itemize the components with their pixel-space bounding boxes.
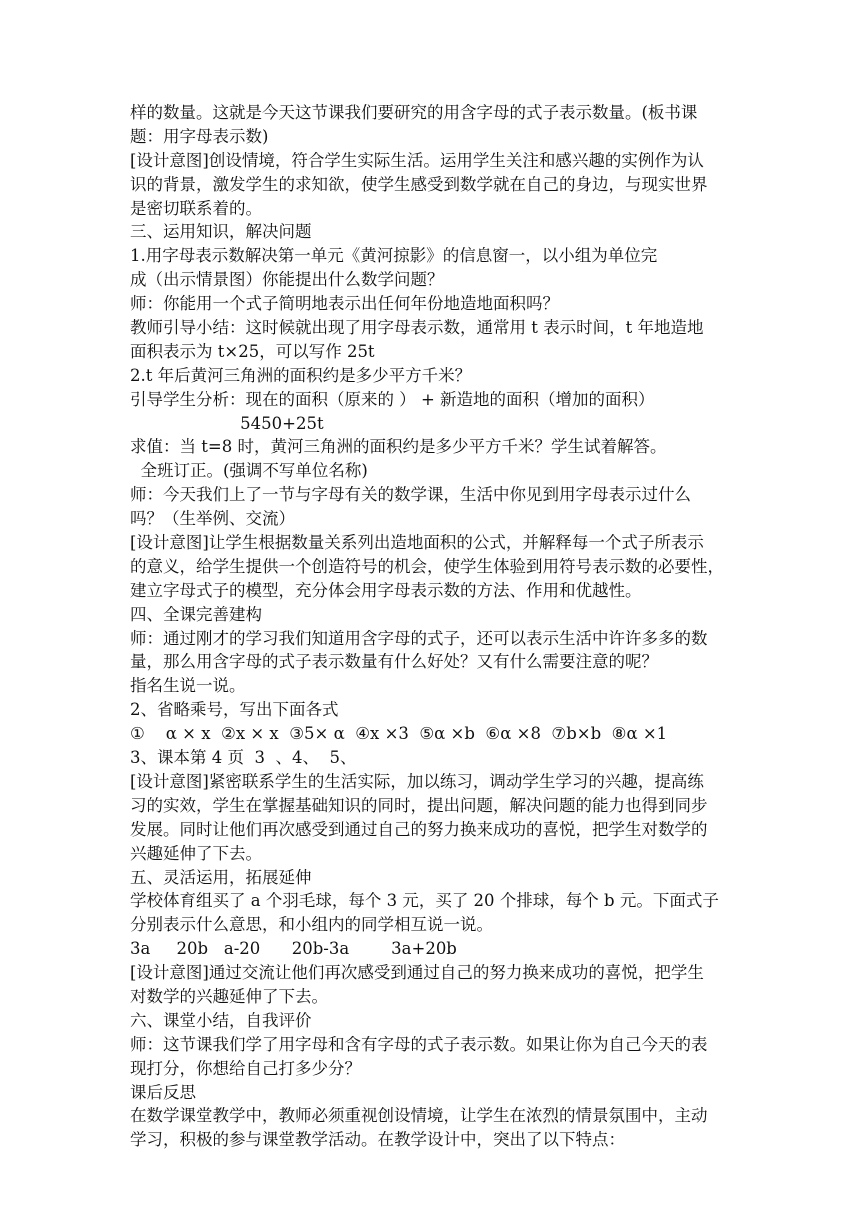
text-line: [设计意图]让学生根据数量关系列出造地面积的公式，并解释每一个式子所表示 <box>130 533 704 553</box>
section-heading: 课后反思 <box>130 1082 196 1102</box>
text-line: 量，那么用含字母的式子表示数量有什么好处？又有什么需要注意的呢？ <box>130 652 658 672</box>
text-line: 2、省略乘号，写出下面各式 <box>130 700 339 720</box>
text-line: 全班订正。(强调不写单位名称) <box>130 461 368 481</box>
text-line: 1.用字母表示数解决第一单元《黄河掠影》的信息窗一，以小组为单位完 <box>130 246 658 266</box>
text-line: 习的实效，学生在掌握基础知识的同时，提出问题，解决问题的能力也得到同步 <box>130 795 708 815</box>
section-heading: 四、全课完善建构 <box>130 604 262 624</box>
exercise-line: ① α × x ②x × x ③5× α ④x ×3 ⑤α ×b ⑥α ×8 ⑦b×b ⑧α ×1 <box>130 724 668 744</box>
text-line: 成（出示情景图）你能提出什么数学问题？ <box>130 270 444 290</box>
text-line: 求值：当 t=8 时，黄河三角洲的面积约是多少平方千米？学生试着解答。 <box>130 437 667 457</box>
text-line: 的意义，给学生提供一个创造符号的机会，使学生体验到用符号表示数的必要性， <box>130 556 724 576</box>
text-line: 教师引导小结：这时候就出现了用字母表示数，通常用 t 表示时间，t 年地造地 <box>130 318 704 338</box>
text-line: [设计意图]通过交流让他们再次感受到通过自己的努力换来成功的喜悦，把学生 <box>130 963 704 983</box>
text-line: 引导学生分析：现在的面积（原来的 ） + 新造地的面积（增加的面积） <box>130 389 655 409</box>
text-line: 是密切联系着的。 <box>130 198 262 218</box>
text-line: 师：这节课我们学了用字母和含有字母的式子表示数。如果让你为自己今天的表 <box>130 1034 708 1054</box>
formula-line: 3a 20b a-20 20b-3a 3a+20b <box>130 939 457 959</box>
text-line: 发展。同时让他们再次感受到通过自己的努力换来成功的喜悦，把学生对数学的 <box>130 819 708 839</box>
text-line: 建立字母式子的模型，充分体会用字母表示数的方法、作用和优越性。 <box>130 580 642 600</box>
text-line: 师：通过刚才的学习我们知道用含字母的式子，还可以表示生活中许许多多的数 <box>130 628 708 648</box>
section-heading: 三、运用知识，解决问题 <box>130 222 312 242</box>
text-line: 兴趣延伸了下去。 <box>130 843 262 863</box>
text-line: 学习，积极的参与课堂教学活动。在教学设计中，突出了以下特点： <box>130 1130 625 1150</box>
text-line: 识的背景，激发学生的求知欲，使学生感受到数学就在自己的身边，与现实世界 <box>130 174 708 194</box>
text-line: 3、课本第 4 页 3 、4、 5、 <box>130 748 357 768</box>
formula-line: 5450+25t <box>130 413 324 433</box>
text-line: 师：你能用一个式子简明地表示出任何年份地造地面积吗？ <box>130 294 559 314</box>
section-heading: 六、课堂小结，自我评价 <box>130 1010 312 1030</box>
text-line: 样的数量。这就是今天这节课我们要研究的用含字母的式子表示数量。(板书课 <box>130 103 698 122</box>
document-body <box>130 101 750 1152</box>
text-line: 现打分，你想给自己打多少分？ <box>130 1058 361 1078</box>
text-line: [设计意图]创设情境，符合学生实际生活。运用学生关注和感兴趣的实例作为认 <box>130 150 704 170</box>
text-line: 对数学的兴趣延伸了下去。 <box>130 986 328 1006</box>
text-line: 吗？（生举例、交流） <box>130 509 295 529</box>
text-line: 分别表示什么意思，和小组内的同学相互说一说。 <box>130 915 493 935</box>
text-line: 学校体育组买了 a 个羽毛球，每个 3 元，买了 20 个排球，每个 b 元。下面式子 <box>130 891 719 911</box>
text-line: 2.t 年后黄河三角洲的面积约是多少平方千米？ <box>130 365 472 385</box>
text-line: 在数学课堂教学中，教师必须重视创设情境，让学生在浓烈的情景氛围中，主动 <box>130 1106 708 1126</box>
section-heading: 五、灵活运用，拓展延伸 <box>130 867 312 887</box>
text-line: [设计意图]紧密联系学生的生活实际，加以练习，调动学生学习的兴趣，提高练 <box>130 771 704 791</box>
text-line: 题：用字母表示数) <box>130 126 269 146</box>
text-line: 指名生说一说。 <box>130 676 246 696</box>
text-line: 面积表示为 t×25，可以写作 25t <box>130 341 375 361</box>
text-line: 师：今天我们上了一节与字母有关的数学课，生活中你见到用字母表示过什么 <box>130 485 691 505</box>
